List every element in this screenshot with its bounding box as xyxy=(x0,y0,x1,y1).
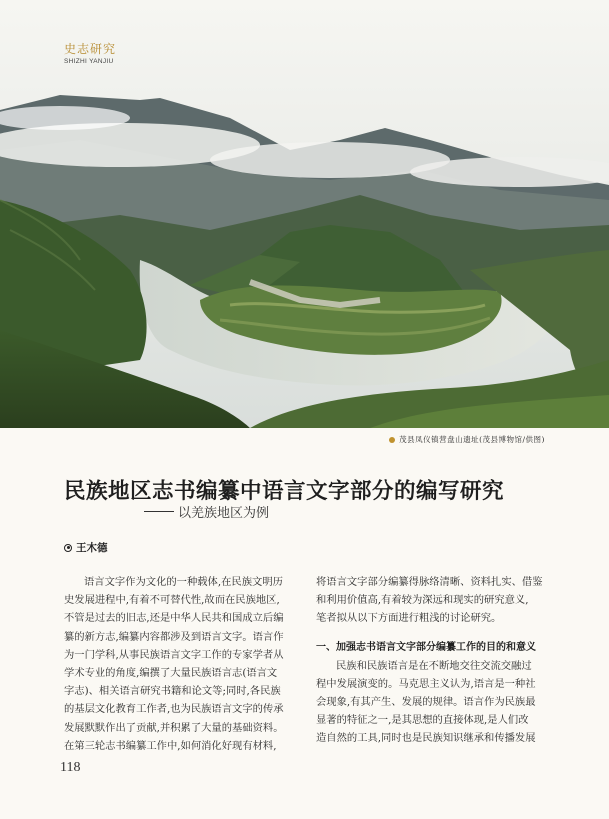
subtitle-dash xyxy=(144,511,174,512)
author-name: 王木德 xyxy=(76,542,108,554)
paragraph-section-1 xyxy=(316,657,548,748)
text-line: 字志)、相关语言研究书籍和论文等;同时,各民族 xyxy=(64,685,281,698)
text-line: 纂的新方志,编纂内容都涉及到语言文字。语言作 xyxy=(64,630,284,643)
text-line: 在第三轮志书编纂工作中,如何消化好现有材料, xyxy=(64,739,277,752)
text-line: 会现象,有其产生、发展的规律。语言作为民族最 xyxy=(316,696,536,709)
author-bullet-icon xyxy=(64,544,72,552)
article-title: 民族地区志书编纂中语言文字部分的编写研究 xyxy=(64,479,505,504)
text-line: 造自然的工具,同时也是民族知识继承和传播发展 xyxy=(316,732,536,745)
text-line: 为一门学科,从事民族语言文字工作的专家学者从 xyxy=(64,648,284,661)
text-line: 发展默默作出了贡献,并积累了大量的基础资料。 xyxy=(64,721,284,734)
text-line: 笔者拟从以下方面进行粗浅的讨论研究。 xyxy=(316,612,502,625)
section-name-cn: 史志研究 xyxy=(64,42,117,56)
text-line: 和利用价值高,有着较为深远和现实的研究意义, xyxy=(316,594,529,607)
section-heading: 一、加强志书语言文字部分编纂工作的目的和意义 xyxy=(316,641,536,653)
author-line xyxy=(64,540,108,555)
section-tag xyxy=(64,40,116,65)
text-line: 不管是过去的旧志,还是中华人民共和国成立后编 xyxy=(64,612,284,625)
paragraph-intro xyxy=(64,573,296,755)
page-number: 118 xyxy=(60,760,81,775)
caption-text: 茂县凤仪镇营盘山遗址(茂县博物馆/供图) xyxy=(399,435,545,444)
text-line: 学术专业的角度,编撰了大量民族语言志(语言文 xyxy=(64,667,278,680)
subtitle-text: 以羌族地区为例 xyxy=(178,506,270,521)
body-column-right xyxy=(316,573,548,748)
text-line: 史发展进程中,有着不可替代性,故而在民族地区, xyxy=(64,594,280,607)
text-line: 显著的特征之一,是其思想的直接体现,是人们改 xyxy=(316,714,529,727)
text-line: 语言文字作为文化的一种载体,在民族文明历 xyxy=(84,576,283,588)
article-subtitle xyxy=(144,502,269,521)
text-line: 将语言文字部分编纂得脉络清晰、资料扎实、借鉴 xyxy=(316,576,543,588)
body-column-left xyxy=(64,573,296,755)
text-line: 民族和民族语言是在不断地交往交流交融过 xyxy=(336,659,532,672)
caption-bullet-icon xyxy=(389,437,395,443)
text-line: 程中发展演变的。马克思主义认为,语言是一种社 xyxy=(316,677,536,690)
paragraph-intro-continued xyxy=(316,573,548,628)
photo-caption xyxy=(389,434,545,445)
text-line: 的基层文化教育工作者,也为民族语言文字的传承 xyxy=(64,703,284,716)
section-name-en: SHIZHI YANJIU xyxy=(64,58,114,65)
